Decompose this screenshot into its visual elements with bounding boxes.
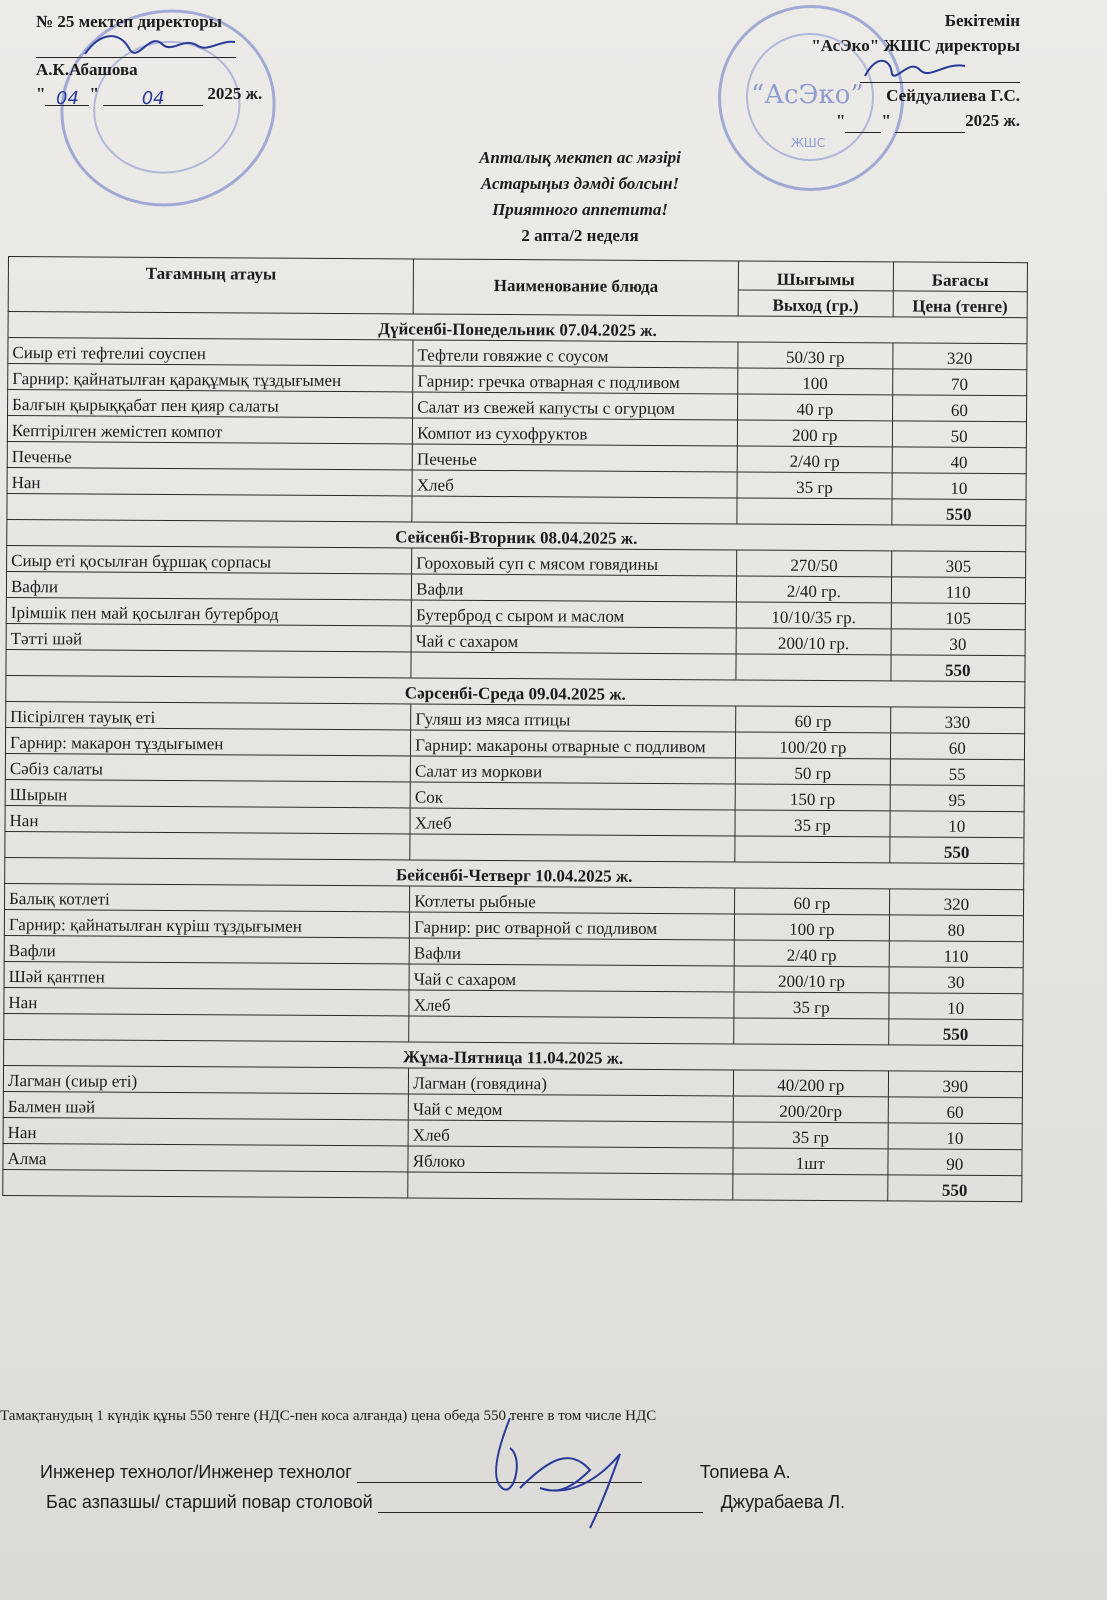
menu-titles — [380, 145, 780, 249]
dish-output: 200/10 гр. — [736, 628, 891, 655]
dish-name-kz: Гарнир: қайнатылған күріш тұздығымен — [4, 909, 409, 937]
empty-cell — [409, 1016, 734, 1044]
col-header-price-ru: Цена (тенге) — [893, 291, 1028, 318]
technologist-role: Инженер технолог/Инженер технолог — [40, 1462, 352, 1482]
empty-cell — [412, 496, 737, 524]
dish-output: 100/20 гр — [736, 732, 891, 759]
dish-name-ru: Гороховый суп с мясом говядины — [412, 548, 737, 576]
dish-name-kz: Нан — [5, 805, 410, 833]
dish-name-kz: Гарнир: макарон тұздығымен — [5, 727, 410, 755]
col-header-ru: Наименование блюда — [413, 259, 738, 316]
dish-name-kz: Нан — [3, 1117, 408, 1145]
stamp-bottom-text: ЖШС — [791, 136, 826, 150]
dish-name-ru: Гарнир: гречка отварная с подливом — [413, 366, 738, 394]
day-total: 550 — [888, 1019, 1023, 1046]
empty-cell — [733, 1174, 888, 1201]
dish-price: 90 — [887, 1149, 1022, 1176]
date-month: 04 — [141, 88, 165, 109]
company-approval-date: " " 2025 ж. — [770, 108, 1020, 133]
dish-price: 60 — [890, 733, 1025, 760]
dish-name-ru: Салат из свежей капусты с огурцом — [413, 392, 738, 420]
empty-cell — [408, 1172, 733, 1200]
dish-name-ru: Чай с сахаром — [411, 626, 736, 654]
dish-name-ru: Компот из сухофруктов — [413, 418, 738, 446]
dish-price: 330 — [890, 707, 1025, 734]
day-total-row — [3, 1169, 1022, 1201]
dish-name-kz: Печенье — [7, 441, 412, 469]
dish-name-ru: Хлеб — [412, 470, 737, 498]
day-total: 550 — [891, 499, 1026, 526]
dish-price: 30 — [891, 629, 1026, 656]
approval-date: " 04 " 04 2025 ж. — [36, 84, 263, 109]
dish-name-ru: Салат из моркови — [410, 756, 735, 784]
dish-price: 105 — [891, 603, 1026, 630]
dish-name-ru: Хлеб — [410, 808, 735, 836]
dish-price: 60 — [888, 1097, 1023, 1124]
dish-price: 80 — [889, 915, 1024, 942]
dish-price: 10 — [890, 811, 1025, 838]
dish-name-kz: Вафли — [4, 935, 409, 963]
dish-name-ru: Печенье — [412, 444, 737, 472]
empty-cell — [734, 1018, 889, 1045]
day-total: 550 — [889, 837, 1024, 864]
dish-name-kz: Нан — [4, 987, 409, 1015]
dish-output: 200/10 гр — [734, 966, 889, 993]
empty-cell — [411, 652, 736, 680]
dish-output: 35 гр — [733, 1122, 888, 1149]
dish-name-kz: Сиыр еті тефтелиі соуспен — [8, 338, 413, 366]
menu-table — [2, 256, 1028, 1202]
dish-output: 200 гр — [737, 420, 892, 447]
dish-name-kz: Шырын — [5, 779, 410, 807]
day-title: Сейсенбі-Вторник 08.04.2025 ж. — [7, 519, 1026, 551]
empty-cell — [7, 493, 412, 521]
dish-name-kz: Сиыр еті қосылған бұршақ сорпасы — [7, 545, 412, 573]
technologist-name: Топиева А. — [699, 1462, 791, 1482]
company-director-title: "АсЭко" ЖШС директоры — [811, 36, 1020, 55]
dish-price: 320 — [889, 889, 1024, 916]
empty-cell — [6, 649, 411, 677]
dish-name-kz: Лагман (сиыр еті) — [3, 1065, 408, 1093]
dish-price: 55 — [890, 759, 1025, 786]
day-total: 550 — [887, 1175, 1022, 1202]
dish-output: 2/40 гр. — [737, 576, 892, 603]
day-title: Жұма-Пятница 11.04.2025 ж. — [4, 1039, 1023, 1071]
week-label: 2 апта/2 неделя — [521, 226, 639, 245]
dish-name-kz: Нан — [7, 467, 412, 495]
dish-price: 30 — [889, 967, 1024, 994]
dish-name-kz: Кептірілген жемістеп компот — [7, 416, 412, 444]
cook-signature-row — [46, 1492, 845, 1513]
dish-name-ru: Вафли — [412, 574, 737, 602]
dish-output: 50 гр — [735, 758, 890, 785]
dish-name-ru: Чай с медом — [408, 1094, 733, 1122]
dish-name-ru: Тефтели говяжие с соусом — [413, 340, 738, 368]
dish-price: 50 — [892, 421, 1027, 448]
col-header-price-kz: Бағасы — [893, 262, 1028, 292]
company-signature — [860, 52, 970, 86]
dish-price: 10 — [888, 993, 1023, 1020]
dish-name-kz: Шәй қантпен — [4, 961, 409, 989]
company-director-name: Сейдуалиева Г.С. — [886, 86, 1020, 105]
dish-name-kz: Балмен шәй — [3, 1091, 408, 1119]
col-header-output-ru: Выход (гр.) — [738, 290, 893, 317]
dish-name-ru: Лагман (говядина) — [409, 1068, 734, 1096]
dish-output: 10/10/35 гр. — [736, 602, 891, 629]
date-day: 04 — [56, 88, 79, 109]
dish-name-ru: Хлеб — [409, 990, 734, 1018]
dish-price: 10 — [892, 473, 1027, 500]
col-header-output-kz: Шығымы — [738, 261, 893, 291]
price-note: Тамақтанудың 1 күндік құны 550 тенге (НДС-пен коса алғанда) цена обеда 550 тенге в том числе НДС — [0, 1408, 657, 1424]
stamp-center-text: “АсЭко” — [751, 80, 864, 110]
dish-output: 35 гр — [737, 472, 892, 499]
title-kz: Апталық мектеп ас мәзірі — [479, 148, 681, 167]
dish-name-ru: Гарнир: рис отварной с подливом — [410, 912, 735, 940]
day-total: 550 — [891, 655, 1026, 682]
dish-price: 110 — [889, 941, 1024, 968]
dish-name-ru: Сок — [410, 782, 735, 810]
date-year: 2025 ж. — [207, 84, 263, 103]
dish-output: 150 гр — [735, 784, 890, 811]
dish-name-kz: Ірімшік пен май қосылған бутерброд — [6, 597, 411, 625]
empty-cell — [735, 836, 890, 863]
empty-cell — [736, 654, 891, 681]
dish-price: 320 — [892, 343, 1027, 370]
cook-role: Бас азпазшы/ старший повар столовой — [46, 1492, 373, 1512]
dish-name-ru: Вафли — [409, 938, 734, 966]
dish-output: 50/30 гр — [738, 342, 893, 369]
empty-cell — [5, 831, 410, 859]
empty-cell — [4, 1013, 409, 1041]
dish-price: 390 — [888, 1071, 1023, 1098]
empty-cell — [410, 834, 735, 862]
dish-output: 2/40 гр — [737, 446, 892, 473]
dish-price: 10 — [888, 1123, 1023, 1150]
day-title: Дүйсенбі-Понедельник 07.04.2025 ж. — [8, 312, 1027, 344]
dish-price: 70 — [892, 369, 1027, 396]
dish-output: 1шт — [733, 1148, 888, 1175]
cook-name: Джурабаева Л. — [720, 1492, 846, 1512]
dish-output: 2/40 гр — [734, 940, 889, 967]
dish-name-kz: Вафли — [6, 571, 411, 599]
empty-cell — [737, 498, 892, 525]
dish-price: 95 — [890, 785, 1025, 812]
dish-name-ru: Гарнир: макароны отварные с подливом — [411, 730, 736, 758]
dish-output: 60 гр — [736, 706, 891, 733]
empty-cell — [3, 1169, 408, 1197]
dish-output: 100 — [738, 368, 893, 395]
dish-name-ru: Яблоко — [408, 1146, 733, 1174]
dish-output: 35 гр — [734, 992, 889, 1019]
day-title: Бейсенбі-Четверг 10.04.2025 ж. — [5, 857, 1024, 889]
dish-name-ru: Хлеб — [408, 1120, 733, 1148]
dish-output: 100 гр — [734, 914, 889, 941]
wish-kz: Астарыңыз дәмді болсын! — [480, 174, 680, 193]
dish-output: 200/20гр — [733, 1096, 888, 1123]
dish-name-kz: Тәтті шәй — [6, 623, 411, 651]
dish-name-ru: Гуляш из мяса птицы — [411, 704, 736, 732]
menu-body — [3, 312, 1027, 1202]
dish-name-ru: Котлеты рыбные — [410, 886, 735, 914]
director-title: № 25 мектеп директоры — [36, 12, 222, 31]
dish-name-kz: Балғын қырыққабат пен қияр салаты — [8, 390, 413, 418]
staff-signature — [480, 1418, 650, 1538]
dish-output: 60 гр — [735, 888, 890, 915]
dish-output: 40/200 гр — [734, 1070, 889, 1097]
director-name: А.К.Абашова — [36, 60, 138, 79]
director-signature — [80, 22, 240, 72]
approve-word: Бекітемін — [944, 11, 1020, 30]
dish-name-kz: Гарнир: қайнатылған қарақұмық тұздығымен — [8, 364, 413, 392]
dish-output: 270/50 — [737, 550, 892, 577]
dish-output: 40 гр — [738, 394, 893, 421]
dish-price: 305 — [891, 551, 1026, 578]
dish-name-ru: Чай с сахаром — [409, 964, 734, 992]
dish-output: 35 гр — [735, 810, 890, 837]
technologist-signature-row — [40, 1462, 791, 1483]
dish-name-ru: Бутерброд с сыром и маслом — [411, 600, 736, 628]
day-title: Сәрсенбі-Среда 09.04.2025 ж. — [6, 675, 1025, 707]
dish-name-kz: Балық котлеті — [5, 883, 410, 911]
dish-name-kz: Алма — [3, 1143, 408, 1171]
dish-name-kz: Сәбіз салаты — [5, 753, 410, 781]
wish-ru: Приятного аппетита! — [492, 200, 668, 219]
col-header-kz: Тағамның атауы — [8, 257, 414, 314]
dish-price: 40 — [892, 447, 1027, 474]
dish-price: 60 — [892, 395, 1027, 422]
dish-name-kz: Пісірілген тауық еті — [6, 701, 411, 729]
dish-price: 110 — [891, 577, 1026, 604]
